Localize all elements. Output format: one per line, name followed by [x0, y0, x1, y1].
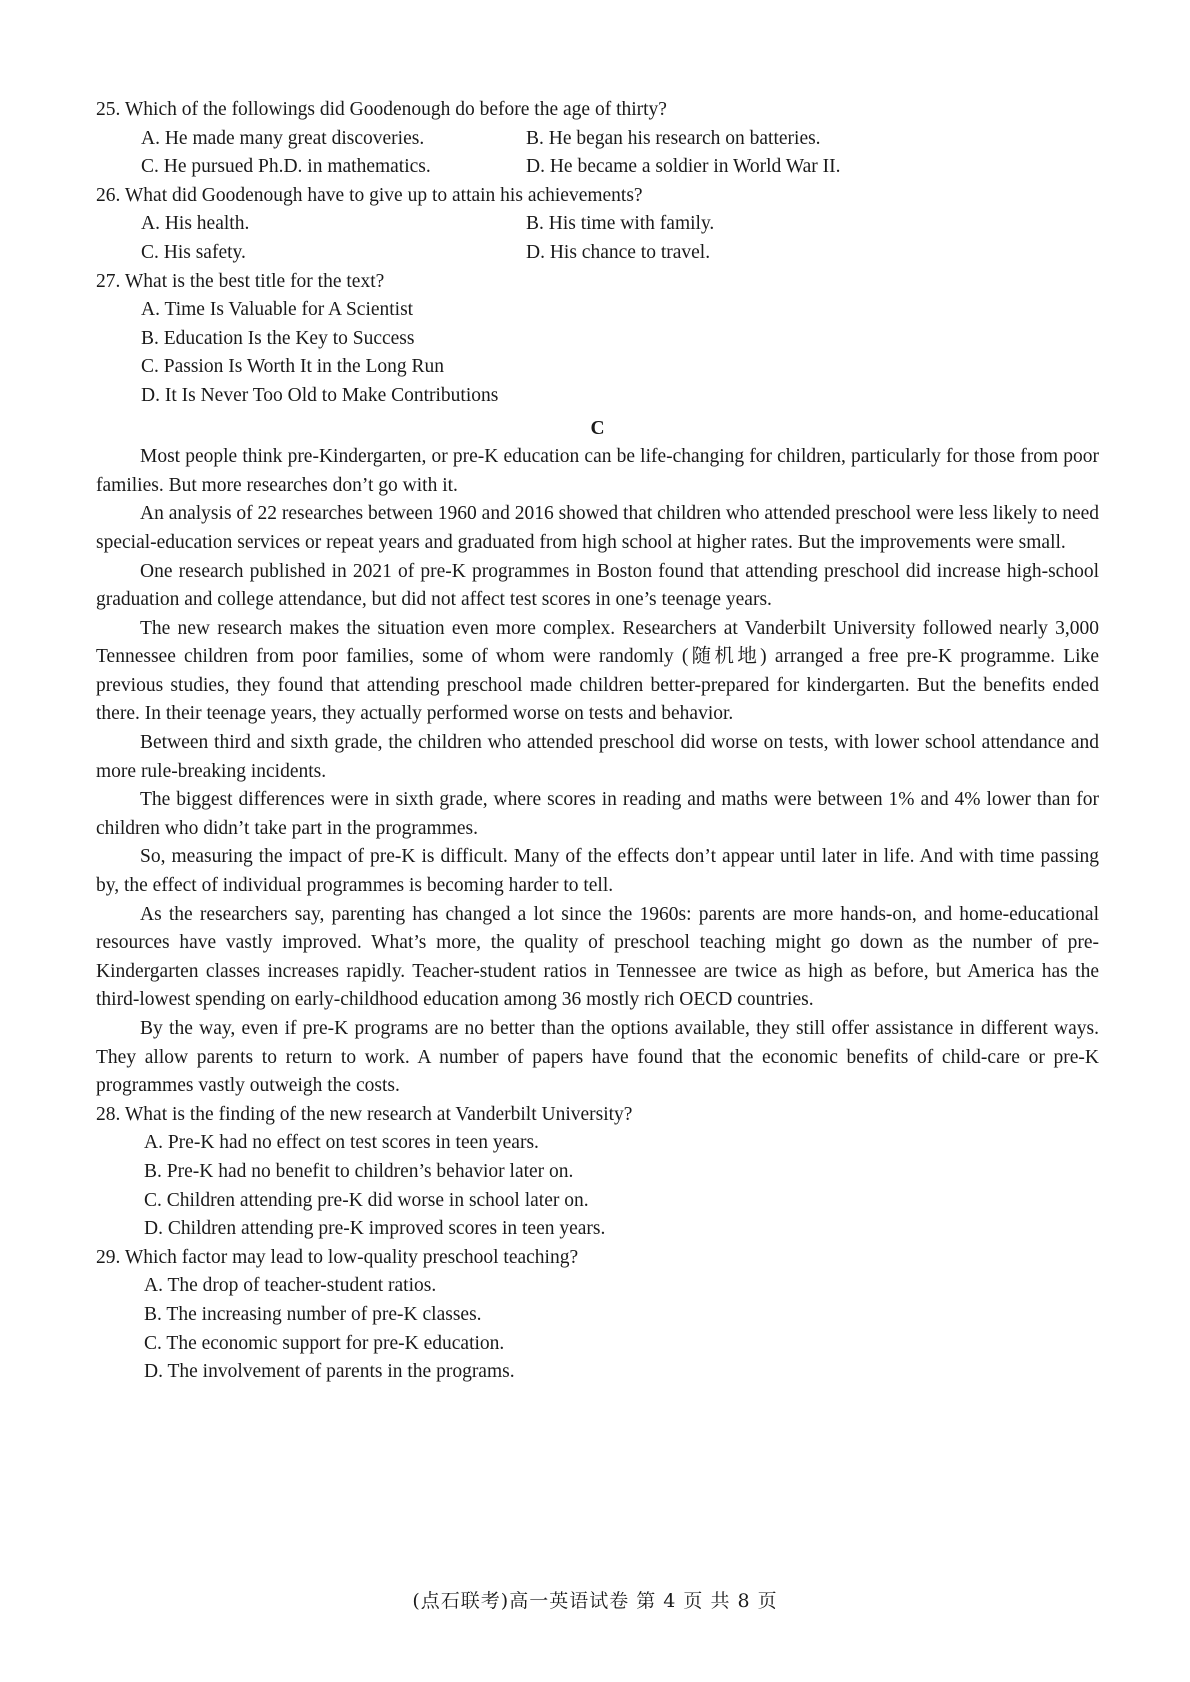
question-27: 27. What is the best title for the text?: [96, 270, 385, 292]
q28-option-a: A. Pre-K had no effect on test scores in teen years.: [144, 1132, 539, 1154]
question-29: 29. Which factor may lead to low-quality preschool teaching?: [96, 1246, 579, 1268]
passage-paragraph: Most people think pre-Kindergarten, or pre-K education can be life-changing for children, particularly for those from poor families. But more researches don’t go with it.: [96, 446, 1099, 496]
passage-paragraph: The new research makes the situation even more complex. Researchers at Vanderbilt University followed nearly 3,000 Tennessee children from poor families, some of whom were randomly (随机地) arranged a free pre-K programme. Like previous studies, they found that attending preschool made children better-prepared for kindergarten. But the benefits ended there. In their teenage years, they actually performed worse on tests and behavior.: [96, 617, 1099, 725]
passage-paragraph: As the researchers say, parenting has changed a lot since the 1960s: parents are more hands-on, and home-educational resources have vastly improved. What’s more, the quality of preschool teaching might go down as the number of pre-Kindergarten classes increases rapidly. Teacher-student ratios in Tennessee are twice as high as before, but America has the third-lowest spending on early-childhood education among 36 mostly rich OECD countries.: [96, 903, 1099, 1011]
question-28-options: [144, 1129, 1099, 1243]
q26-option-c: C. His safety.: [141, 241, 246, 263]
q25-option-c: C. He pursued Ph.D. in mathematics.: [141, 156, 431, 178]
passage-paragraph: Between third and sixth grade, the children who attended preschool did worse on tests, with lower school attendance and more rule-breaking incidents.: [96, 732, 1099, 782]
q28-option-c: C. Children attending pre-K did worse in school later on.: [144, 1189, 589, 1211]
q26-option-a: A. His health.: [141, 213, 250, 235]
question-25: 25. Which of the followings did Goodenough do before the age of thirty?: [96, 99, 667, 120]
q27-option-c: C. Passion Is Worth It in the Long Run: [141, 356, 445, 378]
q27-option-a: A. Time Is Valuable for A Scientist: [141, 299, 414, 321]
q25-option-a: A. He made many great discoveries.: [141, 127, 425, 149]
passage-paragraph: So, measuring the impact of pre-K is difficult. Many of the effects don’t appear until later in life. And with time passing by, the effect of individual programmes is becoming harder to tell.: [96, 846, 1099, 897]
passage-paragraph: By the way, even if pre-K programs are no better than the options available, they still offer assistance in different ways. They allow parents to return to work. A number of papers have found that the economic benefits of child-care or pre-K programmes vastly outweigh the costs.: [96, 1018, 1099, 1097]
q29-option-a: A. The drop of teacher-student ratios.: [144, 1275, 437, 1297]
q27-option-d: D. It Is Never Too Old to Make Contributions: [141, 384, 499, 406]
q28-option-d: D. Children attending pre-K improved scores in teen years.: [144, 1218, 606, 1240]
question-26: 26. What did Goodenough have to give up to attain his achievements?: [96, 184, 643, 206]
q25-option-d: D. He became a soldier in World War II.: [526, 156, 841, 178]
page-content: [96, 96, 1099, 1387]
page-footer: (点石联考)高一英语试卷 第 4 页 共 8 页: [412, 1590, 778, 1612]
q26-option-d: D. His chance to travel.: [526, 241, 711, 263]
question-26-options: [141, 210, 1099, 267]
passage-paragraph: The biggest differences were in sixth grade, where scores in reading and maths were between 1% and 4% lower than for children who didn’t take part in the programmes.: [96, 789, 1099, 839]
question-25-options: [141, 125, 1099, 182]
q26-option-b: B. His time with family.: [526, 213, 715, 235]
q29-option-c: C. The economic support for pre-K education.: [144, 1332, 505, 1354]
question-28: 28. What is the finding of the new research at Vanderbilt University?: [96, 1103, 633, 1125]
section-c-title: C: [590, 417, 605, 439]
q28-option-b: B. Pre-K had no benefit to children’s behavior later on.: [144, 1160, 574, 1182]
passage-paragraph: One research published in 2021 of pre-K programmes in Boston found that attending preschool did increase high-school graduation and college attendance, but did not affect test scores in one’s teenage years.: [96, 560, 1099, 611]
q25-option-b: B. He began his research on batteries.: [526, 127, 821, 149]
question-27-options: [141, 296, 1099, 410]
question-29-options: [144, 1272, 1099, 1386]
passage-paragraph: An analysis of 22 researches between 1960 and 2016 showed that children who attended preschool were less likely to need special-education services or repeat years and graduated from high school at higher rates. But the improvements were small.: [96, 503, 1100, 553]
q27-option-b: B. Education Is the Key to Success: [141, 327, 415, 349]
q29-option-b: B. The increasing number of pre-K classes.: [144, 1303, 482, 1325]
q29-option-d: D. The involvement of parents in the programs.: [144, 1361, 515, 1383]
